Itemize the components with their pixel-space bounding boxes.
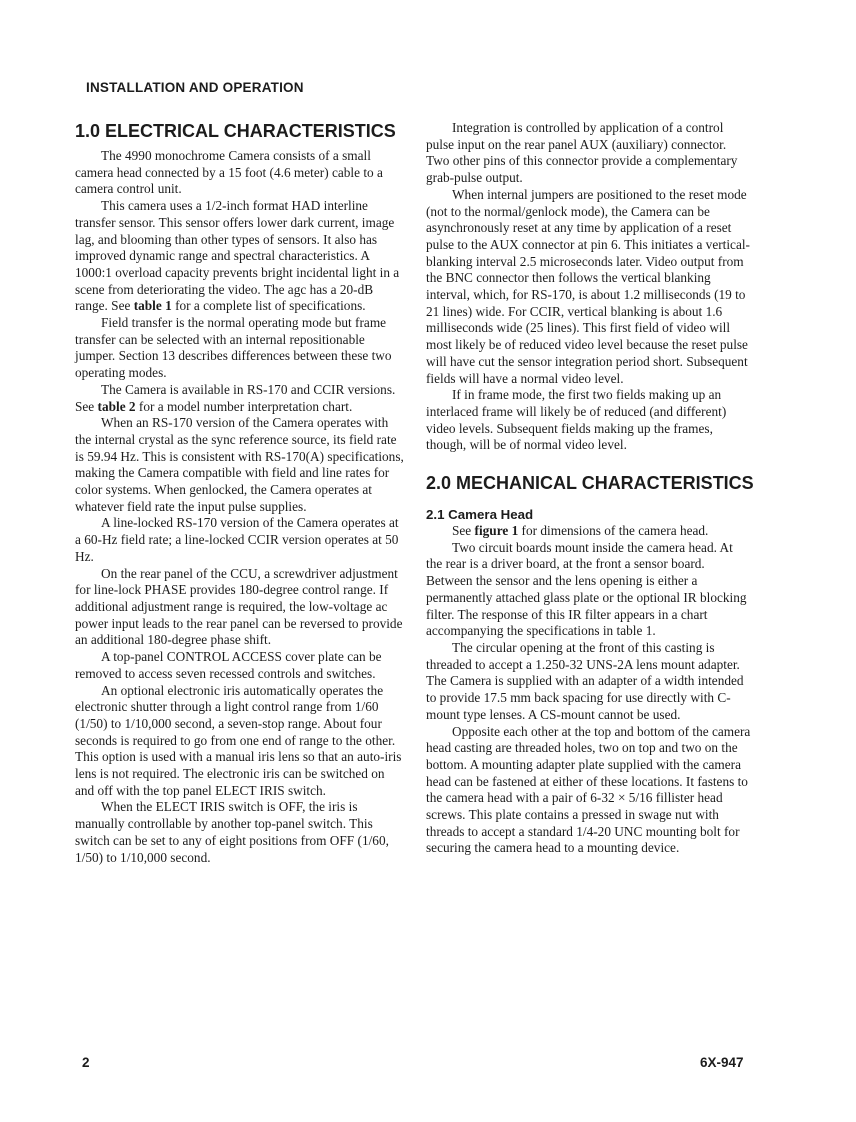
paragraph: When the ELECT IRIS switch is OFF, the iris is manually controllable by another top-panel switch. This switch can be set to any of eight positions from OFF (1/60, 1/50) to 1/10,000 second. [75, 799, 389, 865]
paragraph: On the rear panel of the CCU, a screwdriver adjustment for line-lock PHASE provides 180-degree control range. If additional adjustment range is required, the low-voltage ac power input leads to the rear panel can be reversed to provide an additional 180-degree phase shift. [75, 565, 403, 648]
subsection-heading-camera-head: 2.1 Camera Head [426, 507, 534, 523]
paragraph: See figure 1 for dimensions of the camera head. [452, 523, 709, 539]
paragraph: A line-locked RS-170 version of the Camera operates at a 60-Hz field rate; a line-locked CCIR version operates at 50 Hz. [75, 515, 399, 564]
table-reference: table 2 [97, 398, 136, 414]
section-heading-electrical: 1.0 ELECTRICAL CHARACTERISTICS [75, 121, 396, 141]
table-reference: table 1 [133, 298, 172, 314]
page-header: INSTALLATION AND OPERATION [86, 80, 304, 95]
paragraph: An optional electronic iris automatically operates the electronic shutter through a light control range from 1/60 (1/50) to 1/10,000 second, a seven-stop range. About four seconds is required to go from one end of range to the other. This option is used with a manual iris lens so that an auto-iris lens is not required. The electronic iris can be switched on and off with the top panel ELECT IRIS switch. [75, 682, 402, 798]
paragraph: When an RS-170 version of the Camera operates with the internal crystal as the sync reference source, its field rate is 59.94 Hz. This is consistent with RS-170(A) specifications, making the Camera compatible with field and line rates for color systems. When genlocked, the Camera operates at whatever field rate the input pulse supplies. [75, 415, 404, 514]
section-heading-mechanical: 2.0 MECHANICAL CHARACTERISTICS [426, 473, 754, 494]
right-column [426, 120, 752, 857]
paragraph: This camera uses a 1/2-inch format HAD interline transfer sensor. This sensor offers lower dark current, image lag, and blooming than other types of sensors. It also has improved dynamic range and spectral characteristics. A 1000:1 overload capacity prevents bright incidental light in a scene from deteriorating the video. The agc has a 20-dB range. See table 1 for a complete list of specifications. [75, 198, 400, 314]
paragraph: If in frame mode, the first two fields making up an interlaced frame will likely be of reduced (and different) video levels. Subsequent fields making up the frames, though, will be of normal video level. [426, 387, 727, 453]
paragraph: The 4990 monochrome Camera consists of a small camera head connected by a 15 foot (4.6 meter) cable to a camera control unit. [75, 148, 383, 197]
paragraph: The Camera is available in RS-170 and CCIR versions. See table 2 for a model number interpretation chart. [75, 381, 396, 414]
paragraph: Opposite each other at the top and bottom of the camera head casting are threaded holes, two on top and two on the bottom. A mounting adapter plate supplied with the camera head can be fastened at either of these locations. It fastens to the camera head with a pair of 6-32 × 5/16 fillister head screws. This plate contains a pressed in swage nut with threads to accept a standard 1/4-20 UNC mounting bolt for securing the camera head to a mounting device. [426, 723, 751, 856]
paragraph: The circular opening at the front of this casting is threaded to accept a 1.250-32 UNS-2A lens mount adapter. The Camera is supplied with an adapter of a width intended to provide 17.5 mm back spacing for use directly with C-mount type lenses. A CS-mount cannot be used. [426, 639, 744, 722]
paragraph: Integration is controlled by application of a control pulse input on the rear panel AUX (auxiliary) connector. Two other pins of this connector provide a complementary grab-pulse output. [426, 120, 738, 186]
paragraph: Field transfer is the normal operating mode but frame transfer can be selected with an internal repositionable jumper. Section 13 describes differences between these two operating modes. [75, 315, 392, 381]
page-number: 2 [82, 1055, 90, 1070]
left-column [75, 120, 405, 866]
paragraph: Two circuit boards mount inside the camera head. At the rear is a driver board, at the front a sensor board. Between the sensor and the lens opening is either a permanently attached glass plate or the optional IR blocking filter. The response of this IR filter appears in a chart accompanying the specifications in table 1. [426, 539, 747, 639]
document-id: 6X-947 [700, 1055, 744, 1070]
figure-reference: figure 1 [474, 523, 519, 539]
paragraph: When internal jumpers are positioned to the reset mode (not to the normal/genlock mode), the Camera can be asynchronously reset at any time by application of a reset pulse to the AUX connector at pin 6. This initiates a vertical-blanking interval 2.5 microseconds later. Video output from the BNC connector then follows the vertical blanking interval, which, for RS-170, is about 1.2 milliseconds (19 to 21 lines) wide. For CCIR, vertical blanking is about 1.6 milliseconds wide (25 lines). This first field of video will most likely be of reduced video level because the reset pulse will have cut the sensor integration period short. Subsequent fields will have a normal video level. [426, 186, 750, 386]
paragraph: A top-panel CONTROL ACCESS cover plate can be removed to access seven recessed controls and switches. [75, 649, 382, 681]
